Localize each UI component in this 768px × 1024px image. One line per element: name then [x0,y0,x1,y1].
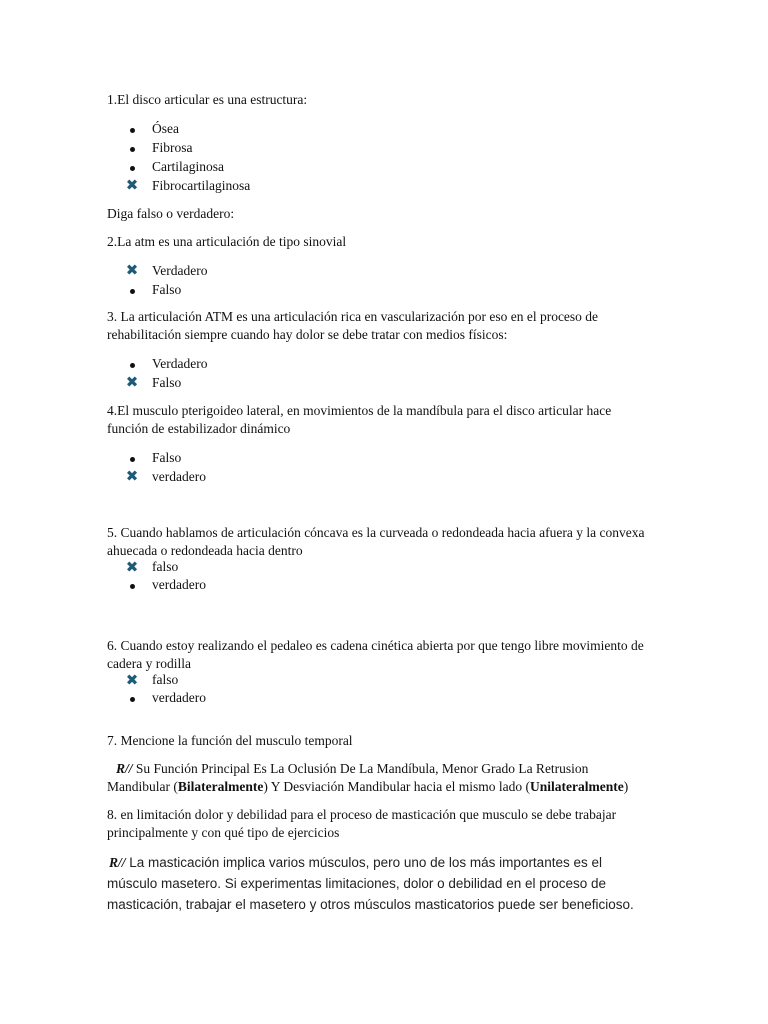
option-marker [124,576,140,594]
question-3-line-1: 3. La articulación ATM es una articulación rica en vascularización por eso en el proceso de [107,309,599,324]
question-7-answer [107,760,676,796]
question-6-line-1: 6. Cuando estoy realizando el pedaleo es cadena cinética abierta por que tengo libre movimiento de [107,638,644,653]
option-label: Fibrocartilaginosa [152,178,251,193]
bullet-icon [130,128,135,133]
option-label: Falso [152,375,182,390]
answer-bold: Bilateralmente [177,779,264,794]
option-marker [124,558,140,577]
option-label: falso [152,559,179,574]
question-8 [107,806,667,842]
bullet-icon [130,457,135,462]
option-marker [124,280,140,299]
option-marker [124,261,140,280]
option-marker [124,689,140,707]
answer-text: Su Función Principal Es La Oclusión De La Mandíbula, Menor Grado La Retrusion [132,761,589,776]
bullet-icon [130,697,135,702]
option-marker [124,119,140,138]
answer-text: Mandibular ( [107,779,178,794]
answer-text: músculo masetero. Si experimentas limitaciones, dolor o debilidad en el proceso de [107,876,607,891]
x-mark-icon: ✖ [125,558,139,576]
question-8-line-2: principalmente y con qué tipo de ejercicios [107,825,340,840]
question-5 [107,524,667,560]
option-label: Fibrosa [152,140,193,155]
option-label: Ósea [152,121,179,136]
question-5-line-1: 5. Cuando hablamos de articulación cóncava es la curveada o redondeada hacia afuera y la convexa [107,525,645,540]
option-label: verdadero [152,690,206,705]
option-label: Cartilaginosa [152,159,224,174]
option-label: falso [152,672,179,687]
question-7: 7. Mencione la función del musculo temporal [107,733,353,748]
question-6-line-2: cadera y rodilla [107,656,191,671]
question-4-line-2: función de estabilizador dinámico [107,421,291,436]
answer-prefix: R// [116,761,133,776]
option-marker [124,467,140,486]
answer-bold: Unilateralmente [530,779,624,794]
question-8-answer [107,852,667,915]
option-label: Falso [152,450,182,465]
option-label: Verdadero [152,356,208,371]
question-3 [107,308,667,344]
x-mark-icon: ✖ [125,373,139,391]
bullet-icon [130,584,135,589]
option-marker [124,373,140,392]
question-1: 1.El disco articular es una estructura: [107,92,308,107]
option-marker [124,176,140,195]
option-marker [124,671,140,690]
option-label: verdadero [152,469,206,484]
answer-prefix: R// [109,855,126,870]
question-2: 2.La atm es una articulación de tipo sinovial [107,234,347,249]
x-mark-icon: ✖ [125,671,139,689]
bullet-icon [130,363,135,368]
question-4 [107,402,667,438]
bullet-icon [130,147,135,152]
answer-text: ) Y Desviación Mandibular hacia el mismo lado ( [263,779,531,794]
bullet-icon [130,289,135,294]
true-false-header: Diga falso o verdadero: [107,206,235,221]
question-8-line-1: 8. en limitación dolor y debilidad para el proceso de masticación que musculo se debe trabajar [107,807,617,822]
question-3-line-2: rehabilitación siempre cuando hay dolor se debe tratar con medios físicos: [107,327,508,342]
option-marker [124,138,140,157]
option-marker [124,448,140,467]
bullet-icon [130,166,135,171]
x-mark-icon: ✖ [125,467,139,485]
option-marker [124,354,140,373]
x-mark-icon: ✖ [125,176,139,194]
option-marker [124,157,140,176]
option-label: verdadero [152,577,206,592]
option-label: Falso [152,282,182,297]
question-5-line-2: ahuecada o redondeada hacia dentro [107,543,303,558]
answer-text: masticación, trabajar el masetero y otros músculos masticatorios puede ser beneficioso. [107,897,634,912]
answer-text: La masticación implica varios músculos, pero uno de los más importantes es el [125,855,602,870]
question-6 [107,637,667,673]
option-label: Verdadero [152,263,208,278]
question-4-line-1: 4.El musculo pterigoideo lateral, en movimientos de la mandíbula para el disco articular hace [107,403,612,418]
answer-text: ) [623,779,629,794]
x-mark-icon: ✖ [125,261,139,279]
